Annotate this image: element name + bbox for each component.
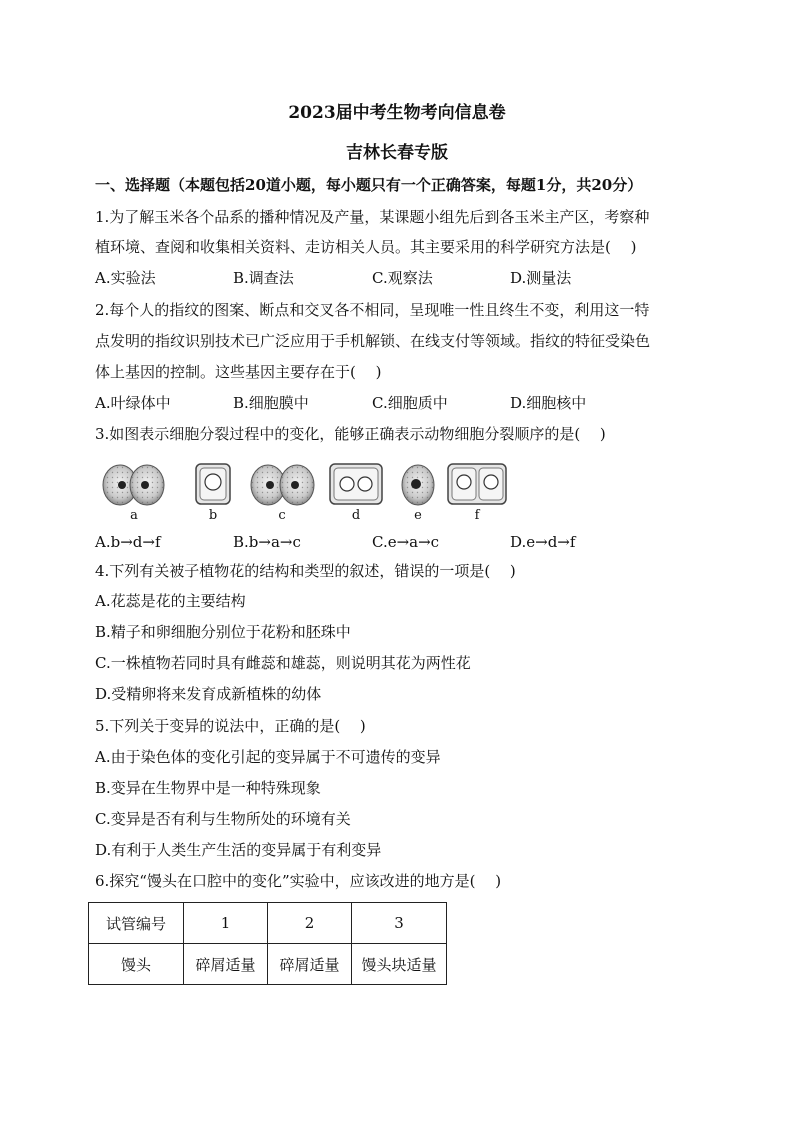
q1-option-c: C.观察法 xyxy=(372,269,433,287)
figure-label-d: d xyxy=(351,508,361,523)
q2-option-b: B.细胞膜中 xyxy=(233,394,309,412)
q6-line-1: 6.探究“馒头在口腔中的变化”实验中，应该改进的地方是( ) xyxy=(95,872,502,890)
q4-option-c: C.一株植物若同时具有雌蕊和雄蕊，则说明其花为两性花 xyxy=(95,654,471,672)
figure-c-cells xyxy=(251,465,314,505)
q5-option-b: B.变异在生物界中是一种特殊现象 xyxy=(95,779,321,797)
q2-option-d: D.细胞核中 xyxy=(510,394,587,412)
figure-label-b: b xyxy=(208,508,218,523)
cell-division-diagram xyxy=(100,460,520,508)
q3-option-c: C.e→a→c xyxy=(372,533,440,551)
figure-e-cell xyxy=(402,465,434,505)
figure-label-e: e xyxy=(414,508,422,523)
table-cell: 1 xyxy=(184,903,268,944)
q5-option-a: A.由于染色体的变化引起的变异属于不可遗传的变异 xyxy=(95,748,441,766)
figure-a-cells xyxy=(103,465,164,505)
q3-line-1: 3.如图表示细胞分裂过程中的变化，能够正确表示动物细胞分裂顺序的是( ) xyxy=(95,425,606,443)
section-heading: 一、选择题（本题包括20道小题，每小题只有一个正确答案，每题1分，共20分） xyxy=(95,176,643,194)
q1-option-d: D.测量法 xyxy=(510,269,572,287)
q2-line-1: 2.每个人的指纹的图案、断点和交叉各不相同，呈现唯一性且终生不变，利用这一特 xyxy=(95,301,650,319)
table-cell: 碎屑适量 xyxy=(184,944,268,985)
q2-option-a: A.叶绿体中 xyxy=(95,394,171,412)
q3-option-a: A.b→d→f xyxy=(95,533,161,551)
exam-subtitle: 吉林长春专版 xyxy=(346,143,448,163)
figure-d-cell xyxy=(330,464,382,504)
q4-line-1: 4.下列有关被子植物花的结构和类型的叙述，错误的一项是( ) xyxy=(95,562,516,580)
figure-label-f: f xyxy=(474,508,480,523)
q1-option-a: A.实验法 xyxy=(95,269,156,287)
q1-option-b: B.调查法 xyxy=(233,269,294,287)
figure-label-a: a xyxy=(130,508,138,523)
q1-line-2: 植环境、查阅和收集相关资料、走访相关人员。其主要采用的科学研究方法是( ) xyxy=(95,238,637,256)
table-row xyxy=(89,944,447,985)
q4-option-b: B.精子和卵细胞分别位于花粉和胚珠中 xyxy=(95,623,351,641)
q2-line-2: 点发明的指纹识别技术已广泛应用于手机解锁、在线支付等领域。指纹的特征受染色 xyxy=(95,332,651,350)
q4-option-a: A.花蕊是花的主要结构 xyxy=(95,592,246,610)
q2-line-3: 体上基因的控制。这些基因主要存在于( ) xyxy=(95,363,382,381)
table-cell: 3 xyxy=(352,903,447,944)
q6-table xyxy=(88,902,447,985)
q3-option-d: D.e→d→f xyxy=(510,533,576,551)
q3-option-b: B.b→a→c xyxy=(233,533,301,551)
table-cell: 馒头 xyxy=(89,944,184,985)
q5-line-1: 5.下列关于变异的说法中，正确的是( ) xyxy=(95,717,366,735)
table-cell: 2 xyxy=(268,903,352,944)
q4-option-d: D.受精卵将来发育成新植株的幼体 xyxy=(95,685,322,703)
table-row xyxy=(89,903,447,944)
figure-b-cell xyxy=(196,464,230,504)
q5-option-d: D.有利于人类生产生活的变异属于有利变异 xyxy=(95,841,382,859)
table-cell: 馒头块适量 xyxy=(352,944,447,985)
q5-option-c: C.变异是否有利与生物所处的环境有关 xyxy=(95,810,351,828)
exam-title: 2023届中考生物考向信息卷 xyxy=(288,103,506,123)
table-cell: 碎屑适量 xyxy=(268,944,352,985)
figure-label-c: c xyxy=(278,508,286,523)
figure-f-cells xyxy=(448,464,506,504)
q2-option-c: C.细胞质中 xyxy=(372,394,448,412)
cell-division-figure xyxy=(100,460,520,530)
table-cell: 试管编号 xyxy=(89,903,184,944)
q1-line-1: 1.为了解玉米各个品系的播种情况及产量，某课题小组先后到各玉米主产区，考察种 xyxy=(95,208,650,226)
